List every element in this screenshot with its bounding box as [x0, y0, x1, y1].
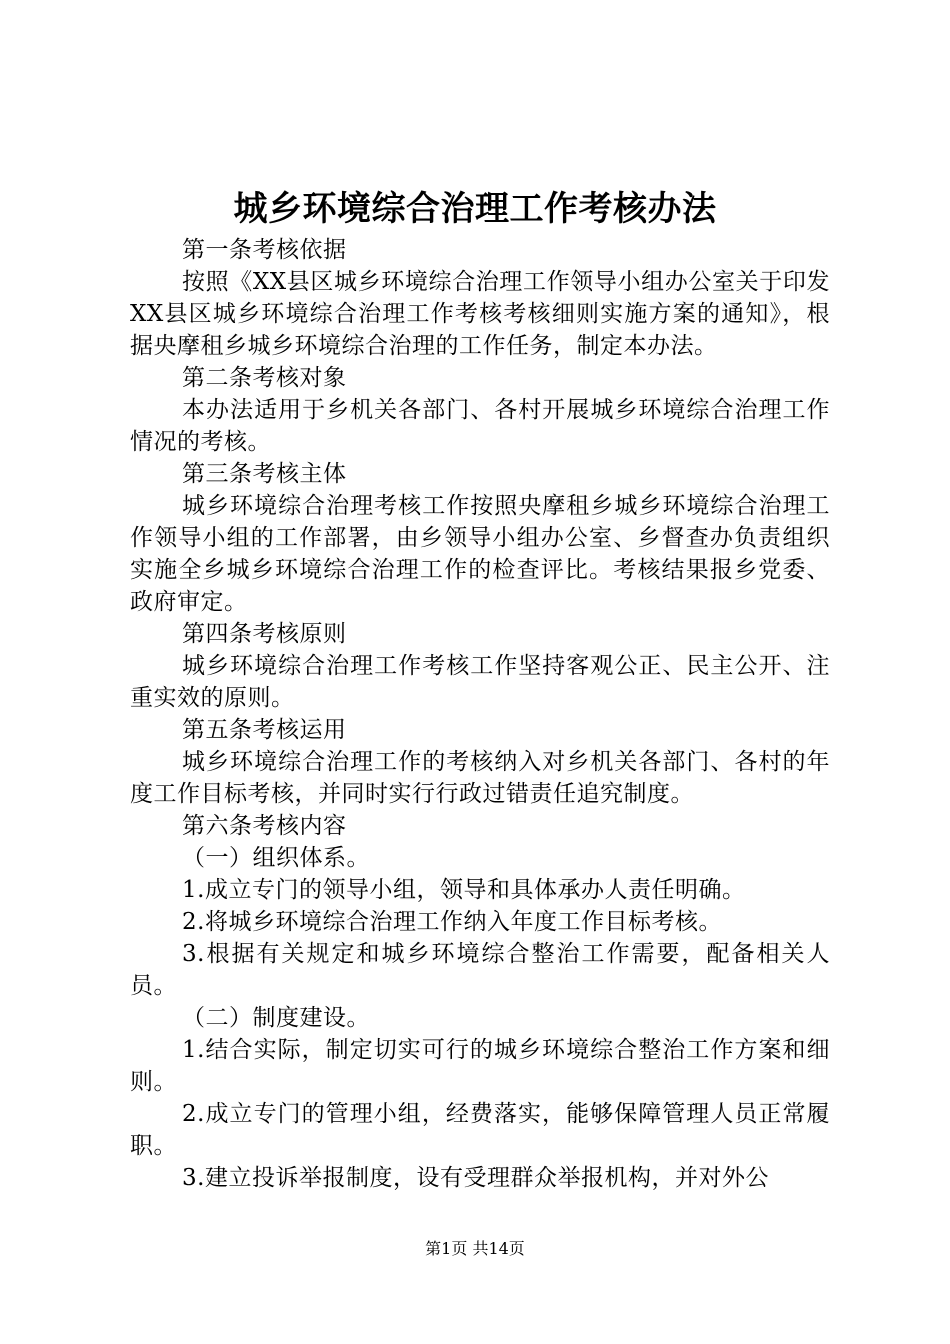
paragraph: 第六条考核内容: [182, 813, 347, 839]
paragraph: 2.将城乡环境综合治理工作纳入年度工作目标考核。: [182, 909, 722, 935]
paragraph: （二）制度建设。: [182, 1005, 370, 1031]
paragraph: 本办法适用于乡机关各部门、各村开展城乡环境综合治理工作情况的考核。: [130, 397, 830, 455]
paragraph: 2.成立专门的管理小组，经费落实，能够保障管理人员正常履职。: [130, 1101, 830, 1159]
paragraph: 按照《XX县区城乡环境综合治理工作领导小组办公室关于印发XX县区城乡环境综合治理工作考核考核细则实施方案的通知》，根据央摩租乡城乡环境综合治理的工作任务，制定本办法。: [130, 269, 830, 359]
paragraph: 1.成立专门的领导小组，领导和具体承办人责任明确。: [182, 877, 746, 903]
paragraph: 1.结合实际，制定切实可行的城乡环境综合整治工作方案和细则。: [130, 1037, 830, 1095]
paragraph: 3.根据有关规定和城乡环境综合整治工作需要，配备相关人员。: [130, 941, 830, 999]
page-number: 第1页 共14页: [425, 1239, 525, 1258]
paragraph: 第四条考核原则: [182, 621, 347, 647]
paragraph: 城乡环境综合治理工作考核工作坚持客观公正、民主公开、注重实效的原则。: [130, 653, 830, 711]
paragraph: 3.建立投诉举报制度，设有受理群众举报机构，并对外公: [182, 1165, 769, 1191]
paragraph: （一）组织体系。: [182, 845, 370, 871]
paragraph: 城乡环境综合治理考核工作按照央摩租乡城乡环境综合治理工作领导小组的工作部署，由乡领导小组办公室、乡督查办负责组织实施全乡城乡环境综合治理工作的检查评比。考核结果报乡党委、政府审定。: [130, 493, 830, 615]
document-body: [130, 234, 830, 1194]
document-title: 城乡环境综合治理工作考核办法: [233, 189, 717, 229]
paragraph: 城乡环境综合治理工作的考核纳入对乡机关各部门、各村的年度工作目标考核，并同时实行行政过错责任追究制度。: [130, 749, 830, 807]
paragraph: 第五条考核运用: [182, 717, 347, 743]
paragraph: 第三条考核主体: [182, 461, 347, 487]
paragraph: 第二条考核对象: [182, 365, 347, 391]
paragraph: 第一条考核依据: [182, 237, 347, 263]
